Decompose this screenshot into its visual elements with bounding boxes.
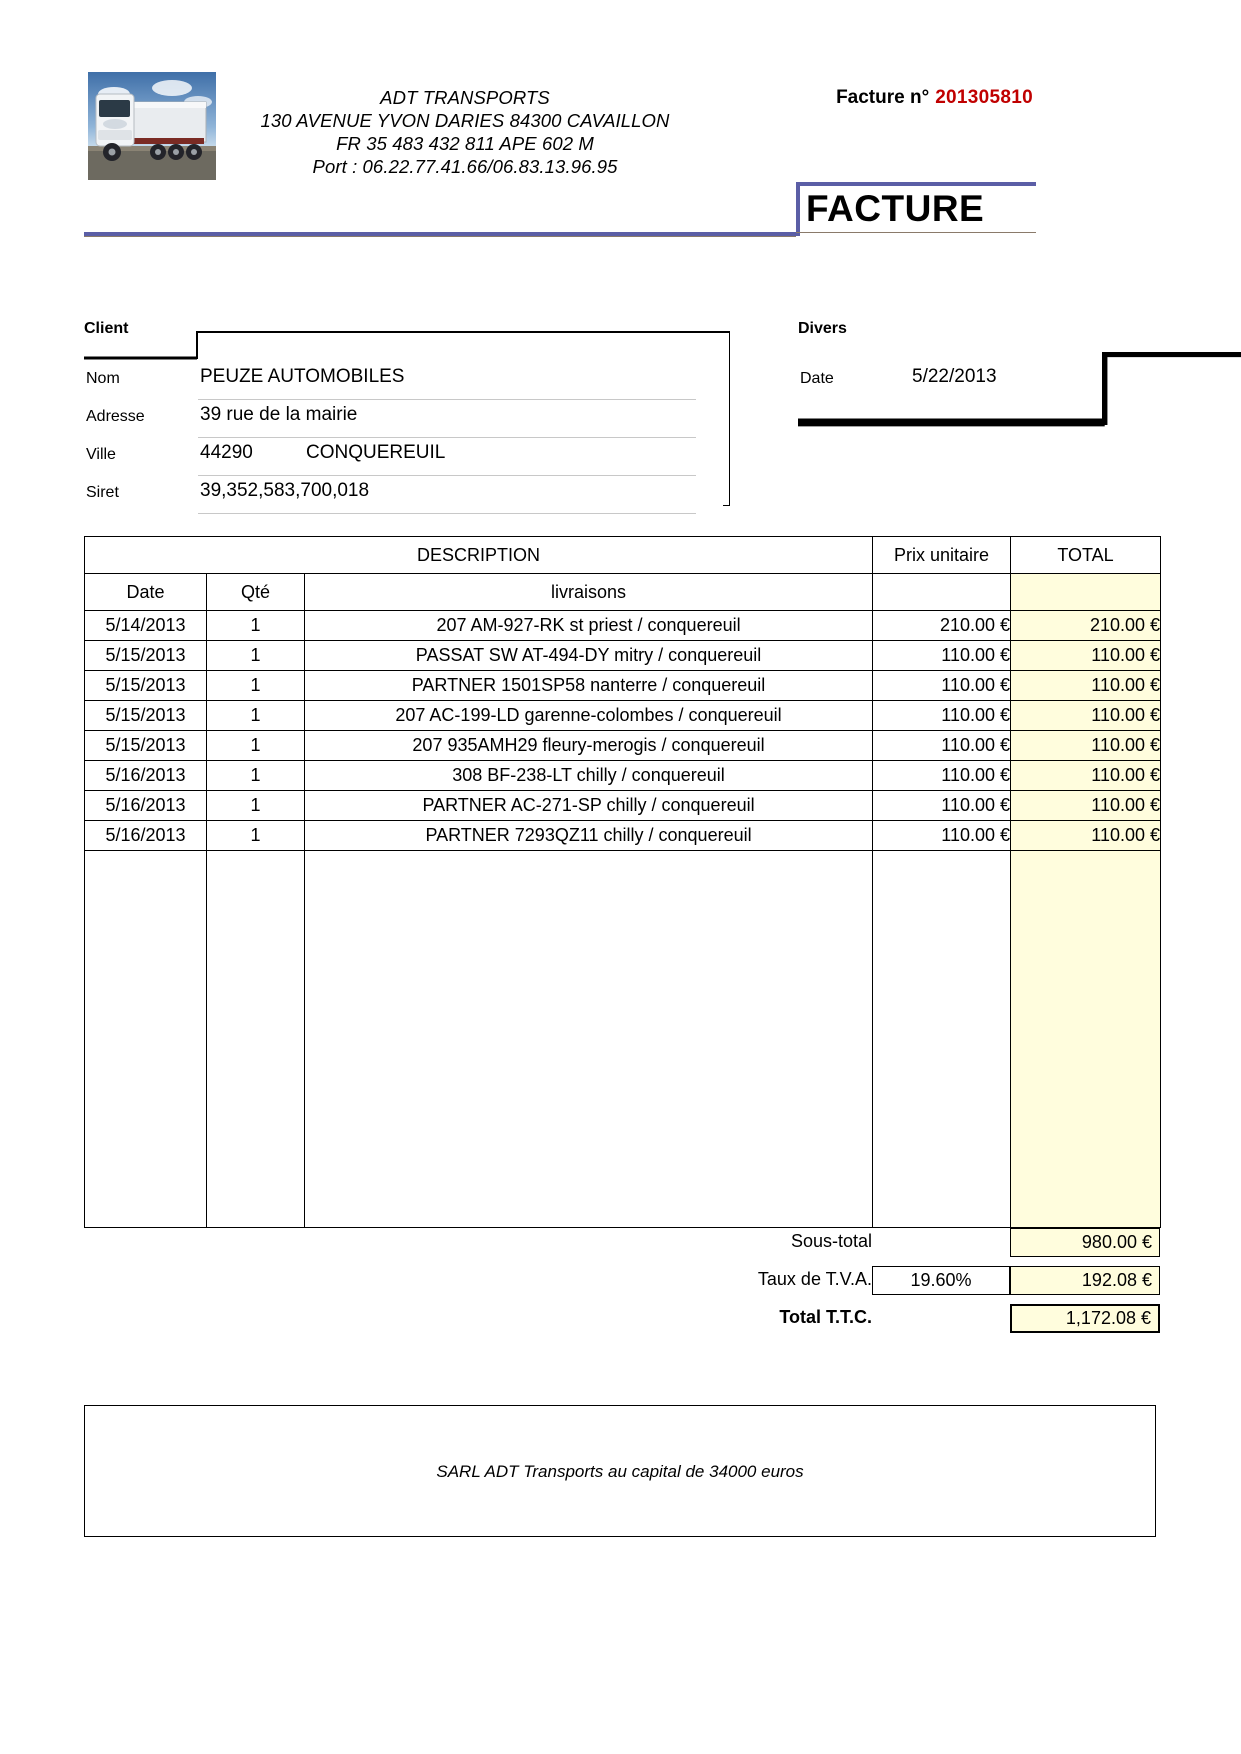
- empty-cell-total: [1011, 851, 1161, 1228]
- subtotal-value: 980.00 €: [1010, 1228, 1160, 1257]
- cell-desc: 207 935AMH29 fleury-merogis / conquereuil: [305, 731, 873, 761]
- divers-field-date: [798, 362, 1036, 400]
- cell-desc: PARTNER 1501SP58 nanterre / conquereuil: [305, 671, 873, 701]
- table-row: [85, 671, 1161, 701]
- cell-desc: PARTNER 7293QZ11 chilly / conquereuil: [305, 821, 873, 851]
- client-postal-code-value[interactable]: 44290: [200, 442, 253, 463]
- invoice-number-value: 201305810: [935, 87, 1033, 108]
- cell-date: 5/16/2013: [85, 821, 207, 851]
- cell-prix-unitaire: 110.00 €: [873, 791, 1011, 821]
- page-title: FACTURE: [806, 188, 985, 229]
- footer-text: SARL ADT Transports au capital de 34000 euros: [436, 1462, 804, 1481]
- grand-total-value: 1,172.08 €: [1010, 1304, 1160, 1333]
- cell-qte: 1: [207, 701, 305, 731]
- field-underline: [198, 513, 696, 514]
- cell-qte: 1: [207, 641, 305, 671]
- cell-total: 110.00 €: [1011, 791, 1161, 821]
- table-row: [85, 791, 1161, 821]
- cell-total: 110.00 €: [1011, 731, 1161, 761]
- table-row: [85, 641, 1161, 671]
- invoice-number-label: Facture n°: [836, 87, 930, 108]
- cell-total: 110.00 €: [1011, 671, 1161, 701]
- cell-date: 5/15/2013: [85, 641, 207, 671]
- title-rule-vertical: [796, 182, 800, 236]
- footer-box: [84, 1405, 1156, 1537]
- cell-desc: 207 AC-199-LD garenne-colombes / conquereuil: [305, 701, 873, 731]
- client-ville-value[interactable]: CONQUEREUIL: [306, 442, 446, 463]
- vat-row: [84, 1266, 1160, 1295]
- company-address: 130 AVENUE YVON DARIES 84300 CAVAILLON: [260, 110, 670, 131]
- header-total: TOTAL: [1011, 537, 1161, 574]
- cell-total: 110.00 €: [1011, 761, 1161, 791]
- header-qte: Qté: [207, 574, 305, 611]
- table-row: [85, 761, 1161, 791]
- cell-prix-unitaire: 110.00 €: [873, 671, 1011, 701]
- divers-section-label: Divers: [798, 320, 847, 337]
- divers-date-value[interactable]: 5/22/2013: [912, 366, 997, 387]
- header-date: Date: [85, 574, 207, 611]
- table-empty-space: [85, 851, 1161, 1228]
- table-column-header-row: [85, 574, 1161, 611]
- cell-date: 5/15/2013: [85, 731, 207, 761]
- header-description: DESCRIPTION: [85, 537, 873, 574]
- cell-date: 5/14/2013: [85, 611, 207, 641]
- cell-prix-unitaire: 110.00 €: [873, 821, 1011, 851]
- divers-section: [798, 318, 1036, 390]
- subtotal-label: Sous-total: [790, 1231, 872, 1251]
- grand-total-row: [84, 1304, 1160, 1333]
- table-row: [85, 701, 1161, 731]
- client-adresse-label: Adresse: [86, 408, 145, 425]
- totals-section: [84, 1228, 1160, 1333]
- table-row: [85, 731, 1161, 761]
- cell-qte: 1: [207, 731, 305, 761]
- cell-prix-unitaire: 110.00 €: [873, 731, 1011, 761]
- cell-qte: 1: [207, 821, 305, 851]
- company-vat-ape: FR 35 483 432 811 APE 602 M: [336, 133, 594, 154]
- table-row: [85, 611, 1161, 641]
- cell-desc: PARTNER AC-271-SP chilly / conquereuil: [305, 791, 873, 821]
- cell-desc: PASSAT SW AT-494-DY mitry / conquereuil: [305, 641, 873, 671]
- cell-date: 5/16/2013: [85, 791, 207, 821]
- title-rule-under: [796, 232, 1036, 233]
- header-total-sub: [1011, 574, 1161, 611]
- subtotal-row: [84, 1228, 1160, 1257]
- cell-prix-unitaire: 110.00 €: [873, 641, 1011, 671]
- vat-label: Taux de T.V.A.: [757, 1269, 872, 1289]
- cell-prix-unitaire: 210.00 €: [873, 611, 1011, 641]
- cell-prix-unitaire: 110.00 €: [873, 701, 1011, 731]
- client-nom-value[interactable]: PEUZE AUTOMOBILES: [200, 366, 405, 387]
- client-siret-value[interactable]: 39,352,583,700,018: [200, 480, 370, 501]
- invoice-number-block: [836, 87, 1033, 109]
- client-section: [84, 318, 730, 506]
- cell-qte: 1: [207, 791, 305, 821]
- empty-cell-desc: [305, 851, 873, 1228]
- grand-total-label: Total T.T.C.: [779, 1307, 872, 1327]
- client-section-label: Client: [84, 320, 129, 337]
- title-rule-left: [84, 232, 796, 237]
- cell-total: 110.00 €: [1011, 701, 1161, 731]
- client-field-adresse: [84, 400, 730, 438]
- table-row: [85, 821, 1161, 851]
- cell-qte: 1: [207, 761, 305, 791]
- company-phone: Port : 06.22.77.41.66/06.83.13.96.95: [312, 156, 618, 177]
- empty-cell-prix: [873, 851, 1011, 1228]
- empty-cell-date: [85, 851, 207, 1228]
- header-prix-unitaire-sub: [873, 574, 1011, 611]
- client-ville-label: Ville: [86, 446, 116, 463]
- cell-qte: 1: [207, 611, 305, 641]
- table-group-header-row: [85, 537, 1161, 574]
- company-name: ADT TRANSPORTS: [380, 87, 550, 108]
- vat-rate-value[interactable]: 19.60%: [872, 1266, 1010, 1295]
- divers-frame: [798, 318, 1241, 506]
- cell-desc: 207 AM-927-RK st priest / conquereuil: [305, 611, 873, 641]
- client-adresse-value[interactable]: 39 rue de la mairie: [200, 404, 358, 425]
- cell-total: 110.00 €: [1011, 821, 1161, 851]
- cell-date: 5/16/2013: [85, 761, 207, 791]
- header-livraisons: livraisons: [305, 574, 873, 611]
- client-field-siret: [84, 476, 730, 514]
- client-field-nom: [84, 362, 730, 400]
- empty-cell-qte: [207, 851, 305, 1228]
- company-address-block: [180, 86, 750, 178]
- client-siret-label: Siret: [86, 484, 119, 501]
- divers-date-label: Date: [800, 370, 834, 387]
- cell-desc: 308 BF-238-LT chilly / conquereuil: [305, 761, 873, 791]
- cell-total: 110.00 €: [1011, 641, 1161, 671]
- cell-date: 5/15/2013: [85, 701, 207, 731]
- line-items-table: [84, 536, 1161, 1228]
- header-prix-unitaire: Prix unitaire: [873, 537, 1011, 574]
- client-nom-label: Nom: [86, 370, 120, 387]
- cell-date: 5/15/2013: [85, 671, 207, 701]
- vat-amount-value: 192.08 €: [1010, 1266, 1160, 1295]
- invoice-header: [0, 60, 1241, 200]
- client-field-ville: [84, 438, 730, 476]
- cell-prix-unitaire: 110.00 €: [873, 761, 1011, 791]
- cell-total: 210.00 €: [1011, 611, 1161, 641]
- table-body: [85, 611, 1161, 1228]
- cell-qte: 1: [207, 671, 305, 701]
